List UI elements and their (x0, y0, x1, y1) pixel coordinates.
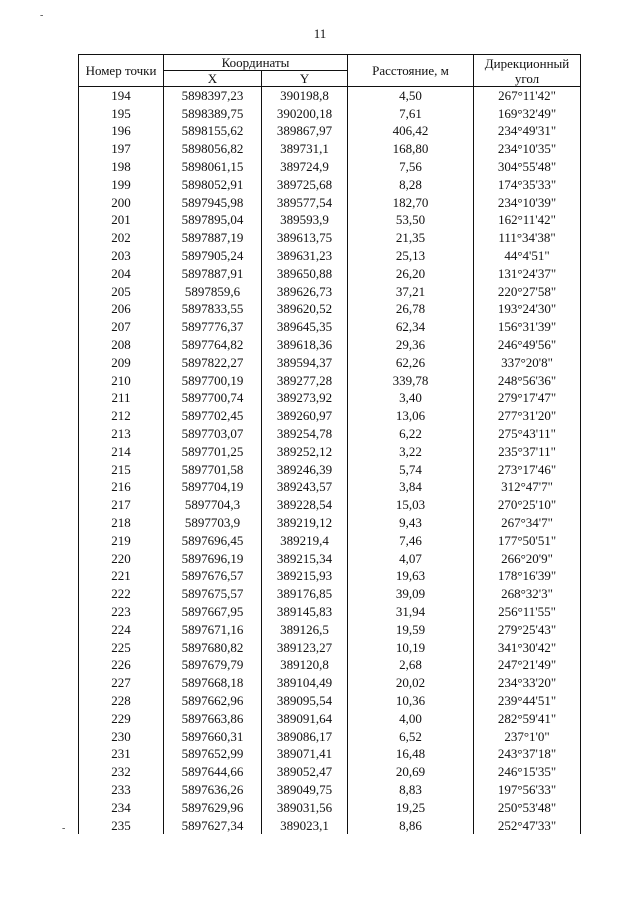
bearing-cell: 275°43'11" (474, 425, 581, 443)
distance-cell: 53,50 (348, 212, 474, 230)
y-coordinate-cell: 389613,75 (262, 229, 348, 247)
y-coordinate-cell: 389626,73 (262, 283, 348, 301)
table-body (79, 87, 581, 835)
bearing-cell: 239°44'51" (474, 692, 581, 710)
point-number-cell: 231 (79, 745, 164, 763)
distance-cell: 29,36 (348, 336, 474, 354)
bearing-cell: 279°25'43" (474, 621, 581, 639)
point-number-cell: 200 (79, 194, 164, 212)
y-coordinate-cell: 389031,56 (262, 799, 348, 817)
bearing-cell: 268°32'3" (474, 585, 581, 603)
table-row (79, 123, 581, 141)
scan-mark: - (40, 10, 44, 21)
table-row (79, 265, 581, 283)
bearing-cell: 234°49'31" (474, 123, 581, 141)
x-coordinate-cell: 5897945,98 (164, 194, 262, 212)
x-coordinate-cell: 5897652,99 (164, 745, 262, 763)
y-coordinate-cell: 389618,36 (262, 336, 348, 354)
x-coordinate-cell: 5897671,16 (164, 621, 262, 639)
x-coordinate-cell: 5897660,31 (164, 728, 262, 746)
distance-cell: 19,25 (348, 799, 474, 817)
x-coordinate-cell: 5897703,07 (164, 425, 262, 443)
distance-cell: 3,22 (348, 443, 474, 461)
distance-cell: 13,06 (348, 407, 474, 425)
bearing-cell: 234°33'20" (474, 674, 581, 692)
table-row (79, 745, 581, 763)
point-number-cell: 206 (79, 301, 164, 319)
point-number-cell: 230 (79, 728, 164, 746)
bearing-cell: 266°20'9" (474, 550, 581, 568)
y-coordinate-cell: 389120,8 (262, 657, 348, 675)
x-coordinate-cell: 5897667,95 (164, 603, 262, 621)
y-coordinate-cell: 389631,23 (262, 247, 348, 265)
distance-cell: 16,48 (348, 745, 474, 763)
point-number-cell: 204 (79, 265, 164, 283)
x-coordinate-cell: 5897679,79 (164, 657, 262, 675)
y-coordinate-cell: 389731,1 (262, 140, 348, 158)
y-coordinate-cell: 389243,57 (262, 479, 348, 497)
table-row (79, 550, 581, 568)
table-row (79, 283, 581, 301)
distance-cell: 4,00 (348, 710, 474, 728)
point-number-cell: 203 (79, 247, 164, 265)
y-coordinate-cell: 389215,34 (262, 550, 348, 568)
x-coordinate-cell: 5898397,23 (164, 87, 262, 105)
bearing-cell: 193°24'30" (474, 301, 581, 319)
y-coordinate-cell: 389219,4 (262, 532, 348, 550)
x-coordinate-cell: 5898061,15 (164, 158, 262, 176)
table-row (79, 514, 581, 532)
point-number-cell: 212 (79, 407, 164, 425)
x-coordinate-cell: 5897833,55 (164, 301, 262, 319)
y-coordinate-cell: 389650,88 (262, 265, 348, 283)
point-number-cell: 222 (79, 585, 164, 603)
distance-cell: 10,36 (348, 692, 474, 710)
x-coordinate-cell: 5897895,04 (164, 212, 262, 230)
point-number-cell: 209 (79, 354, 164, 372)
point-number-cell: 225 (79, 639, 164, 657)
table-row (79, 390, 581, 408)
x-coordinate-cell: 5897887,19 (164, 229, 262, 247)
y-coordinate-cell: 389593,9 (262, 212, 348, 230)
x-coordinate-cell: 5898389,75 (164, 105, 262, 123)
bearing-cell: 156°31'39" (474, 318, 581, 336)
bearing-cell: 273°17'46" (474, 461, 581, 479)
distance-cell: 339,78 (348, 372, 474, 390)
table-row (79, 87, 581, 105)
point-number-cell: 220 (79, 550, 164, 568)
y-coordinate-cell: 389246,39 (262, 461, 348, 479)
table-row (79, 763, 581, 781)
distance-cell: 20,69 (348, 763, 474, 781)
y-coordinate-cell: 389252,12 (262, 443, 348, 461)
bearing-cell: 44°4'51" (474, 247, 581, 265)
y-coordinate-cell: 389176,85 (262, 585, 348, 603)
point-number-cell: 218 (79, 514, 164, 532)
point-number-cell: 224 (79, 621, 164, 639)
distance-cell: 10,19 (348, 639, 474, 657)
table-row (79, 657, 581, 675)
table-row (79, 568, 581, 586)
y-coordinate-cell: 389724,9 (262, 158, 348, 176)
bearing-cell: 247°21'49" (474, 657, 581, 675)
y-coordinate-cell: 390198,8 (262, 87, 348, 105)
table-row (79, 692, 581, 710)
table-row (79, 105, 581, 123)
y-coordinate-cell: 389219,12 (262, 514, 348, 532)
point-number-cell: 216 (79, 479, 164, 497)
point-number-cell: 219 (79, 532, 164, 550)
bearing-cell: 234°10'39" (474, 194, 581, 212)
point-number-cell: 196 (79, 123, 164, 141)
header-distance: Расстояние, м (348, 55, 474, 87)
x-coordinate-cell: 5897703,9 (164, 514, 262, 532)
distance-cell: 3,40 (348, 390, 474, 408)
header-y: Y (262, 71, 348, 87)
table-row (79, 158, 581, 176)
table-row (79, 461, 581, 479)
table-row (79, 425, 581, 443)
x-coordinate-cell: 5897629,96 (164, 799, 262, 817)
header-bearing: Дирекционный угол (474, 55, 581, 87)
table-row (79, 781, 581, 799)
point-number-cell: 199 (79, 176, 164, 194)
y-coordinate-cell: 389071,41 (262, 745, 348, 763)
y-coordinate-cell: 389104,49 (262, 674, 348, 692)
bearing-cell: 282°59'41" (474, 710, 581, 728)
table-row (79, 372, 581, 390)
x-coordinate-cell: 5897696,45 (164, 532, 262, 550)
y-coordinate-cell: 389725,68 (262, 176, 348, 194)
x-coordinate-cell: 5897905,24 (164, 247, 262, 265)
y-coordinate-cell: 389645,35 (262, 318, 348, 336)
y-coordinate-cell: 389260,97 (262, 407, 348, 425)
x-coordinate-cell: 5897704,3 (164, 496, 262, 514)
distance-cell: 168,80 (348, 140, 474, 158)
table-row (79, 354, 581, 372)
coordinates-table (78, 54, 581, 834)
point-number-cell: 205 (79, 283, 164, 301)
point-number-cell: 232 (79, 763, 164, 781)
y-coordinate-cell: 389126,5 (262, 621, 348, 639)
x-coordinate-cell: 5898052,91 (164, 176, 262, 194)
bearing-cell: 279°17'47" (474, 390, 581, 408)
bearing-cell: 252°47'33" (474, 817, 581, 835)
header-x: X (164, 71, 262, 87)
point-number-cell: 211 (79, 390, 164, 408)
point-number-cell: 228 (79, 692, 164, 710)
y-coordinate-cell: 389867,97 (262, 123, 348, 141)
table-row (79, 728, 581, 746)
table-row (79, 229, 581, 247)
bearing-cell: 267°11'42" (474, 87, 581, 105)
bearing-cell: 312°47'7" (474, 479, 581, 497)
distance-cell: 6,52 (348, 728, 474, 746)
y-coordinate-cell: 389023,1 (262, 817, 348, 835)
y-coordinate-cell: 389620,52 (262, 301, 348, 319)
point-number-cell: 215 (79, 461, 164, 479)
x-coordinate-cell: 5897702,45 (164, 407, 262, 425)
distance-cell: 15,03 (348, 496, 474, 514)
y-coordinate-cell: 389254,78 (262, 425, 348, 443)
x-coordinate-cell: 5897701,25 (164, 443, 262, 461)
table-row (79, 674, 581, 692)
bearing-cell: 304°55'48" (474, 158, 581, 176)
bearing-cell: 235°37'11" (474, 443, 581, 461)
table-header (79, 55, 581, 87)
y-coordinate-cell: 390200,18 (262, 105, 348, 123)
distance-cell: 20,02 (348, 674, 474, 692)
distance-cell: 25,13 (348, 247, 474, 265)
x-coordinate-cell: 5897676,57 (164, 568, 262, 586)
bearing-cell: 237°1'0" (474, 728, 581, 746)
bearing-cell: 248°56'36" (474, 372, 581, 390)
x-coordinate-cell: 5897764,82 (164, 336, 262, 354)
table-row (79, 603, 581, 621)
distance-cell: 62,34 (348, 318, 474, 336)
point-number-cell: 226 (79, 657, 164, 675)
page-number: 11 (313, 26, 327, 41)
table-row (79, 639, 581, 657)
point-number-cell: 229 (79, 710, 164, 728)
distance-cell: 39,09 (348, 585, 474, 603)
point-number-cell: 208 (79, 336, 164, 354)
y-coordinate-cell: 389049,75 (262, 781, 348, 799)
distance-cell: 182,70 (348, 194, 474, 212)
x-coordinate-cell: 5897636,26 (164, 781, 262, 799)
bearing-cell: 162°11'42" (474, 212, 581, 230)
distance-cell: 6,22 (348, 425, 474, 443)
bearing-cell: 250°53'48" (474, 799, 581, 817)
distance-cell: 2,68 (348, 657, 474, 675)
distance-cell: 8,83 (348, 781, 474, 799)
distance-cell: 26,78 (348, 301, 474, 319)
table-row (79, 336, 581, 354)
bearing-cell: 246°49'56" (474, 336, 581, 354)
distance-cell: 4,50 (348, 87, 474, 105)
table-row (79, 176, 581, 194)
point-number-cell: 234 (79, 799, 164, 817)
x-coordinate-cell: 5897700,19 (164, 372, 262, 390)
distance-cell: 62,26 (348, 354, 474, 372)
bearing-cell: 197°56'33" (474, 781, 581, 799)
table-row (79, 532, 581, 550)
x-coordinate-cell: 5897859,6 (164, 283, 262, 301)
bearing-cell: 220°27'58" (474, 283, 581, 301)
distance-cell: 8,86 (348, 817, 474, 835)
y-coordinate-cell: 389145,83 (262, 603, 348, 621)
bearing-cell: 337°20'8" (474, 354, 581, 372)
x-coordinate-cell: 5898056,82 (164, 140, 262, 158)
table-row (79, 585, 581, 603)
table-row (79, 496, 581, 514)
bearing-cell: 131°24'37" (474, 265, 581, 283)
point-number-cell: 214 (79, 443, 164, 461)
bearing-cell: 243°37'18" (474, 745, 581, 763)
point-number-cell: 210 (79, 372, 164, 390)
y-coordinate-cell: 389123,27 (262, 639, 348, 657)
bearing-cell: 341°30'42" (474, 639, 581, 657)
table-row (79, 799, 581, 817)
point-number-cell: 213 (79, 425, 164, 443)
x-coordinate-cell: 5897704,19 (164, 479, 262, 497)
point-number-cell: 227 (79, 674, 164, 692)
bearing-cell: 246°15'35" (474, 763, 581, 781)
y-coordinate-cell: 389086,17 (262, 728, 348, 746)
table-row (79, 318, 581, 336)
header-coordinates: Координаты (164, 55, 348, 71)
y-coordinate-cell: 389594,37 (262, 354, 348, 372)
x-coordinate-cell: 5897675,57 (164, 585, 262, 603)
distance-cell: 31,94 (348, 603, 474, 621)
point-number-cell: 197 (79, 140, 164, 158)
scan-mark: - (62, 823, 66, 834)
table-row (79, 407, 581, 425)
point-number-cell: 217 (79, 496, 164, 514)
y-coordinate-cell: 389228,54 (262, 496, 348, 514)
x-coordinate-cell: 5897822,27 (164, 354, 262, 372)
bearing-cell: 178°16'39" (474, 568, 581, 586)
distance-cell: 7,61 (348, 105, 474, 123)
y-coordinate-cell: 389095,54 (262, 692, 348, 710)
point-number-cell: 194 (79, 87, 164, 105)
x-coordinate-cell: 5897644,66 (164, 763, 262, 781)
point-number-cell: 233 (79, 781, 164, 799)
bearing-cell: 277°31'20" (474, 407, 581, 425)
distance-cell: 7,56 (348, 158, 474, 176)
distance-cell: 37,21 (348, 283, 474, 301)
point-number-cell: 223 (79, 603, 164, 621)
header-point-number: Номер точки (79, 55, 164, 87)
distance-cell: 3,84 (348, 479, 474, 497)
point-number-cell: 207 (79, 318, 164, 336)
x-coordinate-cell: 5897680,82 (164, 639, 262, 657)
y-coordinate-cell: 389577,54 (262, 194, 348, 212)
distance-cell: 26,20 (348, 265, 474, 283)
x-coordinate-cell: 5897696,19 (164, 550, 262, 568)
distance-cell: 21,35 (348, 229, 474, 247)
distance-cell: 19,63 (348, 568, 474, 586)
bearing-cell: 174°35'33" (474, 176, 581, 194)
bearing-cell: 270°25'10" (474, 496, 581, 514)
point-number-cell: 195 (79, 105, 164, 123)
table-row (79, 710, 581, 728)
bearing-cell: 111°34'38" (474, 229, 581, 247)
y-coordinate-cell: 389215,93 (262, 568, 348, 586)
bearing-cell: 267°34'7" (474, 514, 581, 532)
x-coordinate-cell: 5897887,91 (164, 265, 262, 283)
distance-cell: 4,07 (348, 550, 474, 568)
table-row (79, 621, 581, 639)
bearing-cell: 256°11'55" (474, 603, 581, 621)
point-number-cell: 198 (79, 158, 164, 176)
x-coordinate-cell: 5897627,34 (164, 817, 262, 835)
table-row (79, 479, 581, 497)
point-number-cell: 201 (79, 212, 164, 230)
x-coordinate-cell: 5897701,58 (164, 461, 262, 479)
table-row (79, 817, 581, 835)
distance-cell: 7,46 (348, 532, 474, 550)
x-coordinate-cell: 5897776,37 (164, 318, 262, 336)
x-coordinate-cell: 5897668,18 (164, 674, 262, 692)
bearing-cell: 169°32'49" (474, 105, 581, 123)
bearing-cell: 177°50'51" (474, 532, 581, 550)
distance-cell: 406,42 (348, 123, 474, 141)
y-coordinate-cell: 389277,28 (262, 372, 348, 390)
point-number-cell: 235 (79, 817, 164, 835)
y-coordinate-cell: 389091,64 (262, 710, 348, 728)
table-row (79, 212, 581, 230)
distance-cell: 5,74 (348, 461, 474, 479)
y-coordinate-cell: 389052,47 (262, 763, 348, 781)
table-row (79, 301, 581, 319)
point-number-cell: 221 (79, 568, 164, 586)
x-coordinate-cell: 5897663,86 (164, 710, 262, 728)
y-coordinate-cell: 389273,92 (262, 390, 348, 408)
distance-cell: 9,43 (348, 514, 474, 532)
table-row (79, 140, 581, 158)
bearing-cell: 234°10'35" (474, 140, 581, 158)
point-number-cell: 202 (79, 229, 164, 247)
x-coordinate-cell: 5898155,62 (164, 123, 262, 141)
distance-cell: 8,28 (348, 176, 474, 194)
distance-cell: 19,59 (348, 621, 474, 639)
table-row (79, 194, 581, 212)
table-row (79, 443, 581, 461)
table-row (79, 247, 581, 265)
x-coordinate-cell: 5897700,74 (164, 390, 262, 408)
x-coordinate-cell: 5897662,96 (164, 692, 262, 710)
